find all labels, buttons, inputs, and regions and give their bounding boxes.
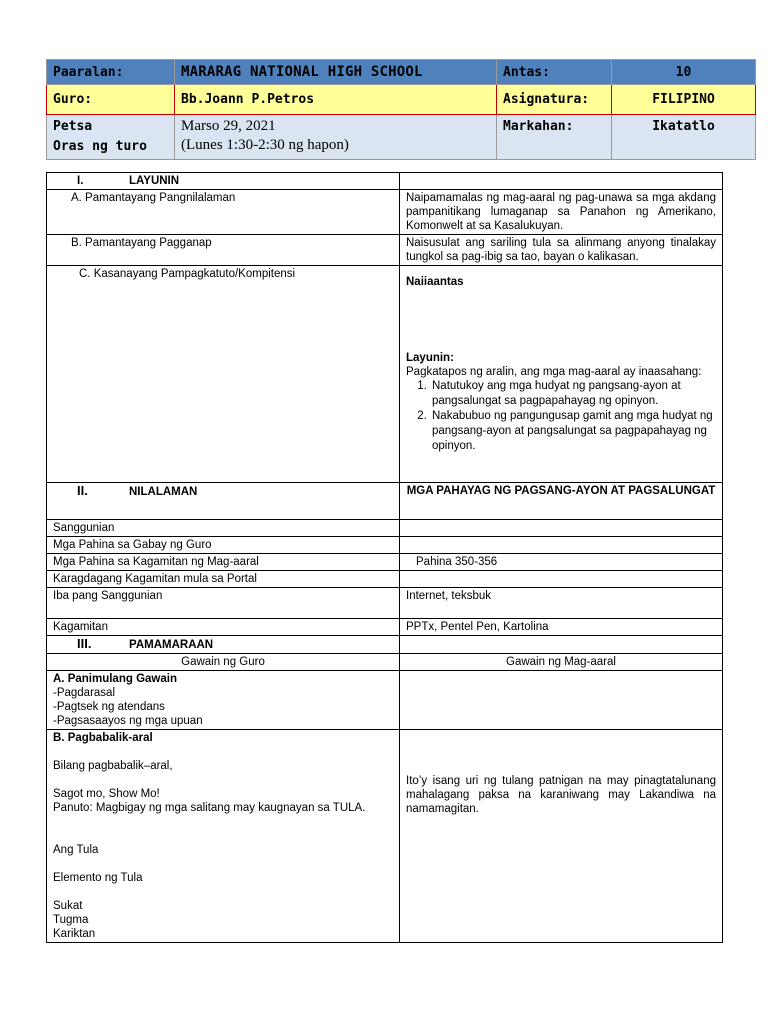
balik-line: Kariktan <box>53 928 96 940</box>
empty-cell <box>400 636 723 654</box>
balik-line: Tugma <box>53 914 89 926</box>
balik-instruction: Panuto: Magbigay ng mga salitang may kaugnayan sa TULA. <box>53 802 366 814</box>
objectives-list <box>406 379 716 454</box>
header-row-date <box>47 115 756 160</box>
quarter-value: Ikatatlo <box>612 115 756 160</box>
date-value: Marso 29, 2021 <box>181 118 276 134</box>
section-layunin-heading <box>47 173 400 190</box>
value-kagamitan: PPTx, Pentel Pen, Kartolina <box>400 619 723 636</box>
balik-line: Sagot mo, Show Mo! <box>53 788 160 800</box>
row-iba <box>47 588 723 619</box>
section-pamamaraan-row <box>47 636 723 654</box>
section-nilalaman-row <box>47 483 723 520</box>
time-label: Oras ng turo <box>53 139 147 154</box>
panimula-item: -Pagtsek ng atendans <box>53 701 165 713</box>
teacher-label: Guro: <box>47 85 175 115</box>
section-title: PAMAMARAAN <box>129 639 214 651</box>
section-title: NILALAMAN <box>129 486 198 498</box>
section-nilalaman-heading <box>47 483 400 520</box>
panimula-content <box>47 671 400 730</box>
date-time-labels <box>47 115 175 160</box>
school-name: MARARAG NATIONAL HIGH SCHOOL <box>175 60 497 85</box>
balik-answer-cell <box>400 730 723 943</box>
lesson-header-table <box>46 59 756 160</box>
col-header-mag: Gawain ng Mag-aaral <box>400 654 723 671</box>
row-pamantayang-pangnilalaman <box>47 190 723 235</box>
header-row-teacher <box>47 85 756 115</box>
row-pamantayang-pagganap <box>47 235 723 266</box>
section-title: LAYUNIN <box>129 175 180 187</box>
topic-title: MGA PAHAYAG NG PAGSANG-AYON AT PAGSALUNGAT <box>400 483 723 520</box>
balik-line: Sukat <box>53 900 83 912</box>
label-iba: Iba pang Sanggunian <box>47 588 400 619</box>
row-portal <box>47 571 723 588</box>
balik-title: B. Pagbabalik-aral <box>53 732 153 744</box>
kasanayan-intro: Pagkatapos ng aralin, ang mga mag-aaral ay inaasahang: <box>406 366 702 378</box>
text-pangnilalaman: Naipamamalas ng mag-aaral ng pag-unawa sa mga akdang pampanitikang lumaganap sa Panahon ng Amerikano, Komonwelt at sa Kasalukuyan. <box>400 190 723 235</box>
label-pagganap: B. Pamantayang Pagganap <box>47 235 400 266</box>
row-panimula <box>47 671 723 730</box>
row-kagamitan-mag <box>47 554 723 571</box>
roman-numeral: I. <box>77 175 84 187</box>
value-kagamitan-mag: Pahina 350-356 <box>400 554 723 571</box>
roman-numeral: III. <box>77 636 92 651</box>
section-layunin-row <box>47 173 723 190</box>
empty-cell <box>400 671 723 730</box>
grade-label: Antas: <box>497 60 612 85</box>
kasanayan-content <box>400 266 723 483</box>
objective-item: 1. Natutukoy ang mga hudyat ng pangsang-ayon at pangsalungat sa pagpapahayag ng opinyon. <box>430 379 716 409</box>
label-kasanayan: C. Kasanayang Pampagkatuto/Kompitensi <box>47 266 400 483</box>
section-pamamaraan-heading <box>47 636 400 654</box>
balik-line: Bilang pagbabalik–aral, <box>53 760 173 772</box>
text-pagganap: Naisusulat ang sariling tula sa alinmang anyong tinalakay tungkol sa pag-ibig sa tao, bayan o kalikasan. <box>400 235 723 266</box>
row-sanggunian <box>47 520 723 537</box>
panimula-item: -Pagdarasal <box>53 687 116 699</box>
empty-cell <box>400 520 723 537</box>
row-column-headers <box>47 654 723 671</box>
balik-line: Ang Tula <box>53 844 99 856</box>
row-kagamitan <box>47 619 723 636</box>
quarter-label: Markahan: <box>497 115 612 160</box>
empty-cell <box>400 173 723 190</box>
time-value: (Lunes 1:30-2:30 ng hapon) <box>181 137 349 153</box>
row-gabay <box>47 537 723 554</box>
label-kagamitan-mag: Mga Pahina sa Kagamitan ng Mag-aaral <box>47 554 400 571</box>
label-kagamitan: Kagamitan <box>47 619 400 636</box>
panimula-item: -Pagsasaayos ng mga upuan <box>53 715 203 727</box>
kasanayan-naiiaantas: Naiiaantas <box>406 276 464 288</box>
label-gabay: Mga Pahina sa Gabay ng Guro <box>47 537 400 554</box>
value-iba: Internet, teksbuk <box>400 588 723 619</box>
date-label: Petsa <box>53 119 93 134</box>
school-label: Paaralan: <box>47 60 175 85</box>
subject-label: Asignatura: <box>497 85 612 115</box>
objective-item: 2. Nakabubuo ng pangungusap gamit ang mga hudyat ng pangsang-ayon at pangsalungat sa pagpapahayag ng opinyon. <box>430 409 716 454</box>
balik-answer: Ito’y isang uri ng tulang patnigan na may pinagtatalunang mahalagang paksa na karaniwang may Lakandiwa na namamagitan. <box>406 775 716 815</box>
lesson-plan-table <box>46 172 723 943</box>
empty-cell <box>400 571 723 588</box>
teacher-name: Bb.Joann P.Petros <box>175 85 497 115</box>
balik-line: Elemento ng Tula <box>53 872 143 884</box>
panimula-title: A. Panimulang Gawain <box>53 673 177 685</box>
col-header-guro: Gawain ng Guro <box>47 654 400 671</box>
kasanayan-layunin-heading: Layunin: <box>406 352 454 364</box>
label-sanggunian: Sanggunian <box>47 520 400 537</box>
row-pagbabalik-aral <box>47 730 723 943</box>
subject-value: FILIPINO <box>612 85 756 115</box>
balik-content <box>47 730 400 943</box>
header-row-school <box>47 60 756 85</box>
row-kasanayan <box>47 266 723 483</box>
date-time-values <box>175 115 497 160</box>
roman-numeral: II. <box>77 483 88 498</box>
grade-value: 10 <box>612 60 756 85</box>
label-portal: Karagdagang Kagamitan mula sa Portal <box>47 571 400 588</box>
empty-cell <box>400 537 723 554</box>
label-pangnilalaman: A. Pamantayang Pangnilalaman <box>47 190 400 235</box>
